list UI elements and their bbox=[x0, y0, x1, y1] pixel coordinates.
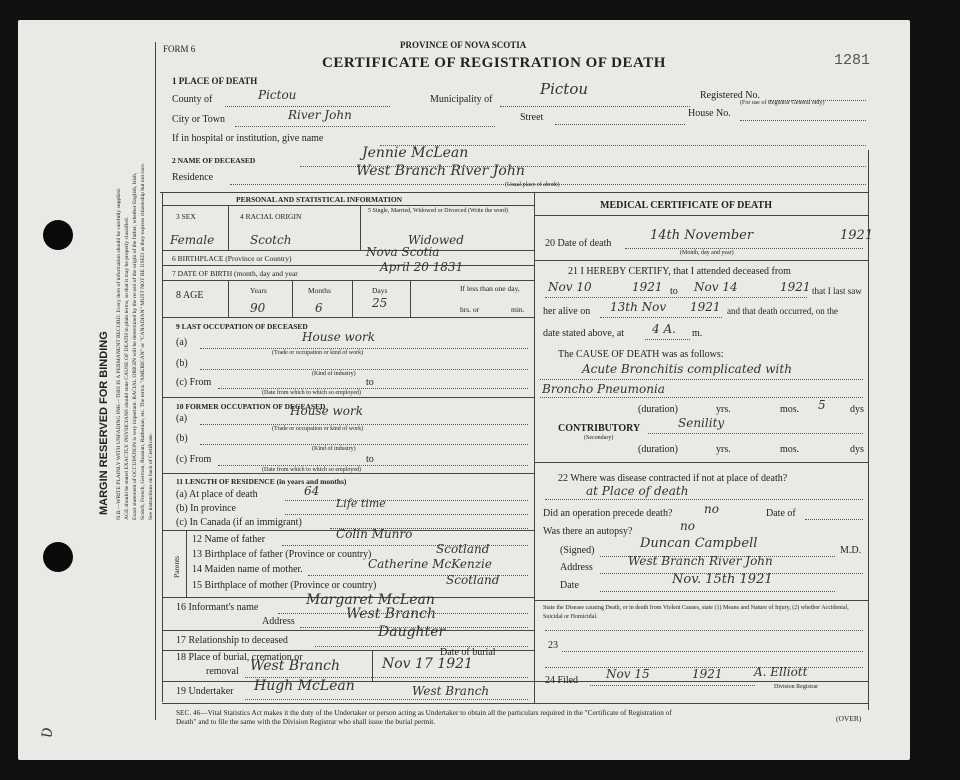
registrar-signature: A. Elliott bbox=[754, 665, 808, 679]
county-value: Pictou bbox=[258, 88, 297, 102]
dob-value: April 20 1831 bbox=[380, 260, 464, 274]
cause-primary-line1: Acute Bronchitis complicated with bbox=[582, 362, 792, 376]
physician-signature: Duncan Campbell bbox=[640, 536, 758, 551]
column-divider bbox=[534, 192, 535, 682]
punch-hole-bottom bbox=[43, 542, 73, 572]
attended-to-year: 1921 bbox=[780, 280, 811, 294]
last-occ-a-note: (Trade or occupation or kind of work) bbox=[272, 350, 364, 356]
father-name-value: Colin Munro bbox=[336, 527, 413, 541]
margin-note-line: Exact statement of OCCUPATION is very important. RACIAL ORIGIN will be determined by the record of the origin of the father, whether English, Irish, bbox=[132, 172, 138, 520]
row-rule bbox=[162, 473, 534, 474]
cause-duration-mos-value: 5 bbox=[818, 398, 826, 412]
column-divider-lower bbox=[534, 681, 535, 703]
former-occ-b-label: (b) bbox=[176, 433, 188, 444]
certificate-date-label: Date bbox=[560, 580, 579, 591]
province-title: PROVINCE OF NOVA SCOTIA bbox=[400, 40, 527, 50]
undertaker-line bbox=[245, 699, 528, 700]
margin-note-line: Scotch, French, German, Russian, Ruthenian, etc. The terms "AMERICAN" or "CANADIAN" MUST NOT BE USED as they express citizenship but not race. bbox=[140, 162, 146, 520]
undertaker-name-value: Hugh McLean bbox=[254, 678, 355, 694]
registered-no-note: (For use of Registrar General only) bbox=[740, 100, 825, 106]
cause-line2 bbox=[540, 397, 863, 398]
disease-contracted-value: at Place of death bbox=[586, 484, 689, 498]
physician-address-value: West Branch River John bbox=[628, 554, 773, 568]
row-rule bbox=[162, 280, 534, 281]
less-than-day-label: If less than one day, bbox=[460, 284, 520, 293]
attended-to-label: to bbox=[670, 286, 678, 297]
residence-label: Residence bbox=[172, 172, 214, 183]
city-label: City or Town bbox=[172, 114, 226, 125]
min-label: min. bbox=[511, 305, 525, 314]
cell-divider bbox=[228, 280, 229, 317]
father-name-label: 12 Name of father bbox=[192, 534, 266, 545]
attended-line bbox=[545, 297, 807, 298]
residence-note: (Usual place of abode) bbox=[505, 182, 560, 188]
cause-of-death-label: The CAUSE OF DEATH was as follows: bbox=[558, 349, 724, 360]
informant-name-label: 16 Informant's name bbox=[176, 602, 259, 613]
last-occ-c-label: (c) From bbox=[176, 377, 212, 388]
former-occ-b-line bbox=[200, 444, 528, 445]
cause-line1 bbox=[540, 379, 863, 380]
years-label: Years bbox=[250, 286, 267, 295]
informant-address-value: West Branch bbox=[346, 606, 436, 622]
time-of-death-value: 4 A. bbox=[652, 322, 676, 336]
undertaker-address-value: West Branch bbox=[412, 684, 490, 698]
time-line bbox=[645, 339, 690, 340]
former-occ-a-line bbox=[200, 424, 528, 425]
margin-note-line: N.B.—WRITE PLAINLY WITH UNFADING INK—THIS IS A PERMANENT RECORD. Every item of information should be carefully supplied. bbox=[116, 187, 122, 520]
former-occ-to-label: to bbox=[366, 454, 374, 465]
last-occ-to-label: to bbox=[366, 377, 374, 388]
mother-name-label: 14 Maiden name of mother. bbox=[192, 564, 303, 575]
age-label: 8 AGE bbox=[176, 290, 204, 301]
former-occ-b-note: (Kind of industry) bbox=[312, 446, 356, 452]
signed-label: (Signed) bbox=[560, 545, 595, 556]
filed-label: 24 Filed bbox=[545, 675, 579, 686]
md-label: M.D. bbox=[840, 545, 862, 556]
mother-birthplace-label: 15 Birthplace of mother (Province or country) bbox=[192, 580, 377, 591]
residence-b-label: (b) In province bbox=[176, 503, 236, 514]
former-occ-c-line bbox=[218, 465, 528, 466]
street-line bbox=[555, 124, 685, 125]
father-birthplace-value: Scotland bbox=[436, 542, 490, 556]
sex-label: 3 SEX bbox=[176, 212, 196, 221]
last-occupation-label: 9 LAST OCCUPATION OF DECEASED bbox=[176, 322, 308, 331]
sex-value: Female bbox=[170, 233, 215, 247]
former-occ-a-note: (Trade or occupation or kind of work) bbox=[272, 426, 364, 432]
former-occ-a-value: House work bbox=[290, 404, 363, 418]
corner-mark: Ʋ bbox=[40, 727, 56, 738]
burial-place-value: West Branch bbox=[250, 658, 340, 674]
municipality-label: Municipality of bbox=[430, 94, 493, 105]
months-label: Months bbox=[308, 286, 331, 295]
days-label: Days bbox=[372, 286, 388, 295]
age-years-value: 90 bbox=[250, 301, 266, 315]
main-top-rule bbox=[160, 192, 868, 193]
attended-from-date: Nov 10 bbox=[548, 280, 592, 294]
date-of-death-value: 14th November bbox=[650, 228, 754, 243]
margin-binding-label: MARGIN RESERVED FOR BINDING bbox=[98, 331, 110, 515]
house-no-label: House No. bbox=[688, 108, 731, 119]
left-inner-border bbox=[162, 192, 163, 702]
cause-primary-line2: Broncho Pneumonia bbox=[542, 382, 665, 396]
relationship-line bbox=[315, 646, 528, 647]
alive-on-suffix: and that death occurred, on the bbox=[727, 306, 838, 316]
registered-no-label: Registered No. bbox=[700, 90, 760, 101]
informant-address-label: Address bbox=[262, 616, 295, 627]
relationship-value: Daughter bbox=[378, 624, 446, 640]
former-occupation-label: 10 FORMER OCCUPATION OF DECEASED bbox=[176, 402, 326, 411]
burial-removal-label: removal bbox=[206, 666, 239, 677]
cell-divider bbox=[352, 280, 353, 317]
mother-name-value: Catherine McKenzie bbox=[368, 557, 492, 571]
county-label: County of bbox=[172, 94, 213, 105]
parents-side-divider bbox=[186, 530, 187, 597]
residence-value: West Branch River John bbox=[356, 163, 525, 179]
former-occ-c-note: (Date from which to which so employed) bbox=[262, 467, 361, 473]
birthplace-label: 6 BIRTHPLACE (Province or Country) bbox=[172, 254, 292, 263]
row-rule bbox=[534, 260, 868, 261]
cell-divider bbox=[292, 280, 293, 317]
contributory-line bbox=[648, 433, 863, 434]
length-of-residence-label: 11 LENGTH OF RESIDENCE (in years and months) bbox=[176, 477, 347, 486]
row-rule bbox=[162, 317, 534, 318]
undertaker-label: 19 Undertaker bbox=[176, 686, 234, 697]
contributory-duration-dys: dys bbox=[850, 444, 864, 455]
operation-date-line bbox=[805, 519, 863, 520]
medical-certificate-heading: MEDICAL CERTIFICATE OF DEATH bbox=[600, 200, 772, 211]
last-occ-a-label: (a) bbox=[176, 337, 188, 348]
personal-info-heading: PERSONAL AND STATISTICAL INFORMATION bbox=[236, 195, 403, 204]
cell-divider bbox=[228, 205, 229, 250]
row-rule bbox=[162, 630, 534, 631]
filed-date-value: Nov 15 bbox=[606, 667, 650, 681]
date-of-death-note: (Month, day and year) bbox=[680, 250, 734, 256]
age-months-value: 6 bbox=[315, 301, 323, 315]
disease-contracted-question: 22 Where was disease contracted if not at place of death? bbox=[558, 473, 788, 484]
medical-heading-rule bbox=[534, 215, 868, 216]
last-occ-b-label: (b) bbox=[176, 358, 188, 369]
cell-divider bbox=[410, 280, 411, 317]
birthplace-value: Nova Scotia bbox=[366, 245, 440, 259]
violent-line2 bbox=[562, 651, 863, 652]
parents-side-label: Parents bbox=[172, 555, 181, 578]
house-no-line bbox=[740, 120, 866, 121]
marital-label: 5 Single, Married, Widowed or Divorced (Write the word) bbox=[368, 208, 509, 214]
row-rule bbox=[534, 681, 868, 682]
document-title: CERTIFICATE OF REGISTRATION OF DEATH bbox=[322, 55, 666, 71]
contributory-duration-label: (duration) bbox=[638, 444, 678, 455]
filed-line bbox=[590, 685, 755, 686]
footer-statute-line2: Death" and to file the same with the Division Registrar who shall issue the burial permit. bbox=[176, 717, 436, 726]
last-saw-label: that I last saw bbox=[812, 286, 862, 296]
race-label: 4 RACIAL ORIGIN bbox=[240, 212, 302, 221]
registration-stamp-number: 1281 bbox=[834, 52, 871, 69]
residence-a-value: 64 bbox=[304, 484, 320, 498]
operation-label: Did an operation precede death? bbox=[543, 508, 673, 519]
hospital-label: If in hospital or institution, give name bbox=[172, 133, 324, 144]
burial-date-value: Nov 17 1921 bbox=[382, 656, 473, 672]
father-birthplace-label: 13 Birthplace of father (Province or country) bbox=[192, 549, 372, 560]
autopsy-label: Was there an autopsy? bbox=[543, 526, 633, 537]
contributory-secondary-note: (Secondary) bbox=[584, 435, 614, 441]
date-of-death-line bbox=[625, 248, 863, 249]
place-of-death-label: 1 PLACE OF DEATH bbox=[172, 76, 258, 86]
contributory-label: CONTRIBUTORY bbox=[558, 423, 641, 434]
row-rule bbox=[162, 205, 534, 206]
certificate-date-value: Nov. 15th 1921 bbox=[672, 572, 773, 587]
father-name-line bbox=[282, 545, 528, 546]
contributory-duration-yrs: yrs. bbox=[716, 444, 731, 455]
residence-a-label: (a) At place of death bbox=[176, 489, 258, 500]
mother-birthplace-value: Scotland bbox=[446, 573, 500, 587]
operation-value: no bbox=[704, 502, 719, 516]
margin-note-line: AGE should be stated EXACTLY. PHYSICIANS should state CAUSE OF DEATH in plain terms, so that it may be properly classified. bbox=[124, 216, 130, 520]
city-line bbox=[235, 126, 495, 127]
certify-statement: 21 I HEREBY CERTIFY, that I attended deceased from bbox=[568, 266, 791, 277]
municipality-line bbox=[500, 106, 690, 107]
autopsy-value: no bbox=[680, 519, 695, 533]
row-rule bbox=[162, 703, 868, 704]
row-rule bbox=[162, 397, 534, 398]
county-line bbox=[225, 106, 390, 107]
row-rule bbox=[162, 250, 534, 251]
alive-on-date: 13th Nov bbox=[610, 300, 667, 314]
date-of-death-year: 1921 bbox=[840, 228, 874, 243]
cause-duration-mos: mos. bbox=[780, 404, 800, 415]
deceased-name-value: Jennie McLean bbox=[362, 145, 469, 161]
former-occ-c-label: (c) From bbox=[176, 454, 212, 465]
question-23-label: 23 bbox=[548, 640, 558, 651]
cell-divider bbox=[360, 205, 361, 250]
attended-from-year: 1921 bbox=[632, 280, 663, 294]
alive-on-prefix: her alive on bbox=[543, 306, 591, 317]
dob-label: 7 DATE OF BIRTH (month, day and year bbox=[172, 269, 298, 278]
hrs-label: hrs. or bbox=[460, 305, 480, 314]
street-label: Street bbox=[520, 112, 544, 123]
age-days-value: 25 bbox=[372, 296, 388, 310]
relationship-label: 17 Relationship to deceased bbox=[176, 635, 288, 646]
alive-on-line bbox=[600, 317, 722, 318]
cause-duration-label: (duration) bbox=[638, 404, 678, 415]
burial-date-label: Date of burial bbox=[440, 647, 496, 658]
municipality-value: Pictou bbox=[540, 80, 589, 98]
last-occ-b-line bbox=[200, 369, 528, 370]
form-number-label: FORM 6 bbox=[163, 44, 196, 54]
physician-address-label: Address bbox=[560, 562, 593, 573]
margin-note-line: See instructions on back of Certificate. bbox=[148, 433, 154, 520]
residence-b-line bbox=[285, 514, 528, 515]
disease-contracted-line bbox=[545, 499, 863, 500]
alive-on-year: 1921 bbox=[690, 300, 721, 314]
residence-b-value: Life time bbox=[336, 497, 386, 510]
row-rule bbox=[534, 462, 868, 463]
row-rule bbox=[162, 265, 534, 266]
race-value: Scotch bbox=[250, 233, 292, 247]
marital-value: Widowed bbox=[408, 233, 464, 247]
row-rule bbox=[534, 600, 868, 601]
informant-name-value: Margaret McLean bbox=[306, 592, 435, 608]
former-occ-a-label: (a) bbox=[176, 413, 188, 424]
punch-hole-top bbox=[43, 220, 73, 250]
last-occ-c-line bbox=[218, 388, 528, 389]
date-of-death-label: 20 Date of death bbox=[545, 238, 612, 249]
burial-divider bbox=[372, 650, 373, 681]
last-occ-a-value: House work bbox=[302, 330, 375, 344]
time-m-label: m. bbox=[692, 328, 703, 339]
burial-place-label: 18 Place of burial, cremation or bbox=[176, 652, 303, 663]
certificate-date-line bbox=[600, 591, 835, 592]
date-stated-label: date stated above, at bbox=[543, 328, 625, 339]
cause-duration-yrs: yrs. bbox=[716, 404, 731, 415]
over-label: (OVER) bbox=[836, 714, 862, 723]
deceased-name-label: 2 NAME OF DECEASED bbox=[172, 156, 256, 165]
last-occ-a-line bbox=[200, 348, 528, 349]
last-occ-c-note: (Date from which to which so employed) bbox=[262, 390, 361, 396]
contributory-duration-mos: mos. bbox=[780, 444, 800, 455]
cause-duration-dys: dys bbox=[850, 404, 864, 415]
footer-statute-line1: SEC. 46—Vital Statistics Act makes it the duty of the Undertaker or person acting as Undertaker to obtain all the particulars required in the "Certificate of Registration of bbox=[176, 708, 672, 717]
attended-to-date: Nov 14 bbox=[694, 280, 738, 294]
residence-a-line bbox=[285, 500, 528, 501]
contributory-value: Senility bbox=[678, 416, 725, 430]
registrar-note: Division Registrar bbox=[774, 684, 819, 690]
filed-year-value: 1921 bbox=[692, 667, 723, 681]
form-left-border bbox=[155, 42, 156, 720]
residence-c-label: (c) In Canada (if an immigrant) bbox=[176, 517, 302, 528]
city-value: River John bbox=[288, 108, 352, 122]
operation-date-label: Date of bbox=[766, 508, 796, 519]
violent-line1 bbox=[545, 630, 863, 631]
violent-causes-note: State the Disease causing Death, or in death from Violent Causes, state (1) Means and Nature of Injury, (2) whether Accidental, Suicidal or Homicidal. bbox=[543, 605, 849, 620]
last-occ-b-note: (Kind of industry) bbox=[312, 371, 356, 377]
